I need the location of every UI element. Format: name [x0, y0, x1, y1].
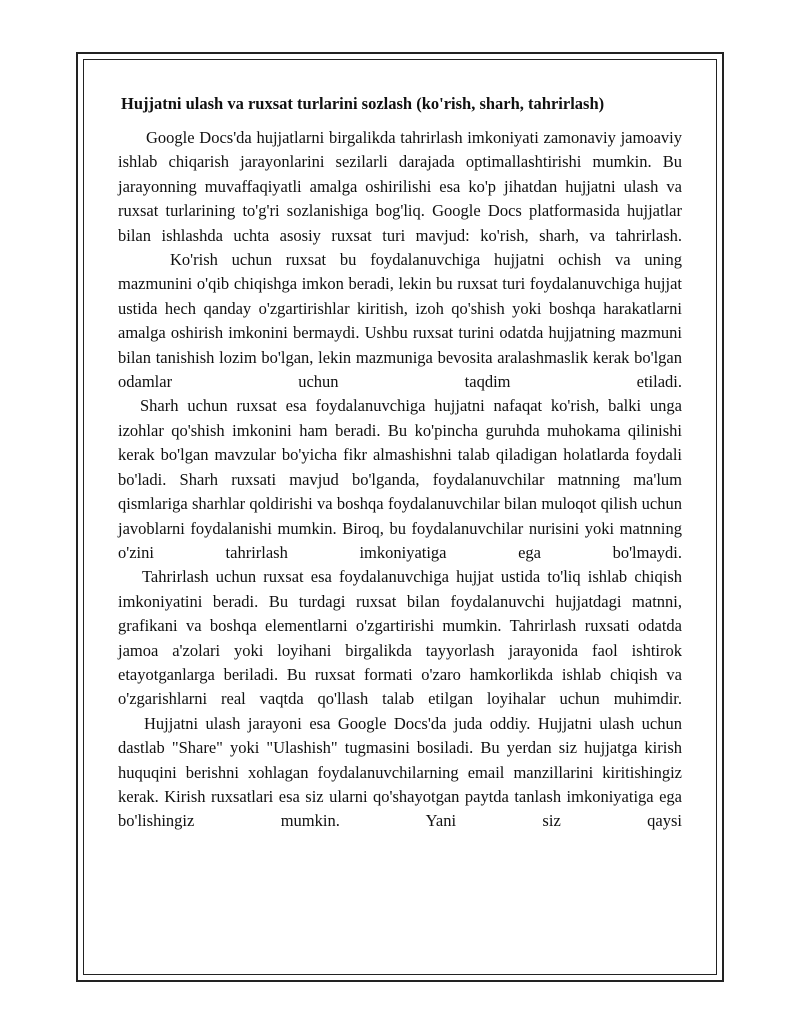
document-title: Hujjatni ulash va ruxsat turlarini sozlash (ko'rish, sharh, tahrirlash) [121, 94, 605, 113]
paragraph-edit-permission: Tahrirlash uchun ruxsat esa foydalanuvchiga hujjat ustida to'liq ishlab chiqish imkoniyatini beradi. Bu turdagi ruxsat bilan foydalanuvchi hujjatdagi matnni, grafikani va boshqa elementlarni o'zgartirishi mumkin. Tahrirlash ruxsati odatda jamoa a'zolari yoki loyihani birgalikda tayyorlash jarayonida faol ishtirok etayotganlarga beriladi. Bu ruxsat formati o'zaro hamkorlikda ishlab chiqish va o'zgarishlarni real vaqtda qo'llash talab etilgan loyihalar uchun muhimdir. [118, 567, 682, 709]
paragraph-comment-permission: Sharh uchun ruxsat esa foydalanuvchiga hujjatni nafaqat ko'rish, balki unga izohlar qo'shish imkonini ham beradi. Bu ko'pincha guruhda muhokama qilinishi kerak bo'lgan mavzular bo'yicha fikr almashishni talab qiladigan holatlarda foydali bo'ladi. Sharh ruxsati mavjud bo'lganda, foydalanuvchilar matnning ma'lum qismlariga sharhlar qoldirishi va boshqa foydalanuvchilar bilan muloqot qilish uchun javoblarni foydalanishi mumkin. Biroq, bu foydalanuvchilar nurisini yoki matnning o'zini tahrirlash imkoniyatiga ega bo'lmaydi. [118, 396, 682, 562]
document-body [118, 92, 682, 834]
paragraph-intro: Google Docs'da hujjatlarni birgalikda tahrirlash imkoniyati zamonaviy jamoaviy ishlab chiqarish jarayonlarini sezilarli darajada optimallashtirishi mumkin. Bu jarayonning muvaffaqiyatli amalga oshirilishi esa ko'p jihatdan hujjatni ulash va ruxsat turlarining to'g'ri sozlanishiga bog'liq. Google Docs platformasida hujjatlar bilan ishlashda uchta asosiy ruxsat turi mavjud: ko'rish, sharh, va tahrirlash. [118, 128, 682, 245]
paragraph-sharing-process: Hujjatni ulash jarayoni esa Google Docs'da juda oddiy. Hujjatni ulash uchun dastlab "Share" yoki "Ulashish" tugmasini bosiladi. Bu yerdan siz hujjatga kirish huquqini berishni xohlagan foydalanuvchilarning email manzillarini kiritishingiz kerak. Kirish ruxsatlari esa siz ularni qo'shayotgan paytda tanlash imkoniyatiga ega bo'lishingiz mumkin. Yani siz qaysi [118, 713, 682, 831]
paragraph-view-permission: Ko'rish uchun ruxsat bu foydalanuvchiga hujjatni ochish va uning mazmunini o'qib chiqishga imkon beradi, lekin bu ruxsat turi foydalanuvchiga hujjat ustida hech qanday o'zgartirishlar kiritish, izoh qo'shish yoki boshqa harakatlarni amalga oshirish imkonini bermaydi. Ushbu ruxsat turini odatda hujjatning mazmuni bilan tanishish lozim bo'lgan, lekin mazmuniga bevosita aralashmaslik kerak bo'lgan odamlar uchun taqdim etiladi. [118, 250, 682, 392]
